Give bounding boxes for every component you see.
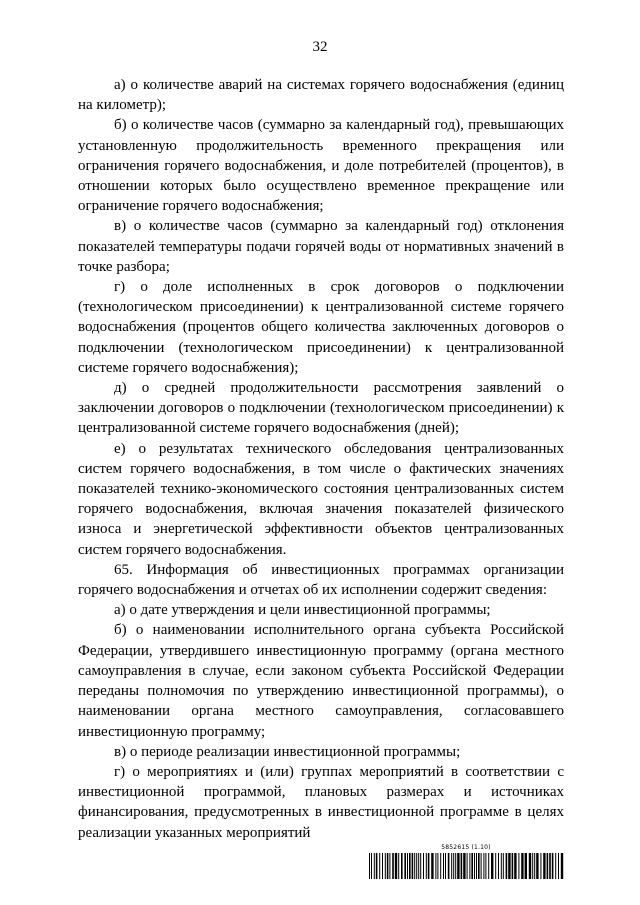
- paragraph-v-temperature-deviation: в) о количестве часов (суммарно за календарный год) отклонения показателей температуры подачи горячей воды от нормативных значений в точке разбора;: [78, 218, 564, 275]
- barcode-bar: [485, 853, 486, 879]
- barcode-bar: [407, 853, 408, 879]
- barcode-bar: [521, 853, 523, 879]
- barcode-bars: [368, 853, 564, 879]
- barcode-bar: [476, 853, 477, 879]
- barcode-bar: [481, 853, 482, 879]
- barcode-bar: [540, 853, 541, 879]
- barcode-bar: [461, 853, 463, 879]
- barcode-bar: [501, 853, 502, 879]
- barcode-bar: [369, 853, 370, 879]
- barcode-bar: [455, 853, 456, 879]
- barcode-bar: [453, 853, 454, 879]
- paragraph-v-implementation-period: в) о периоде реализации инвестиционной программы;: [114, 743, 461, 760]
- barcode-bar: [443, 853, 444, 879]
- barcode-bar: [514, 853, 516, 879]
- barcode-bar: [467, 853, 468, 879]
- barcode-bar: [437, 853, 438, 879]
- barcode-bar: [371, 853, 372, 879]
- barcode-bar: [440, 853, 441, 879]
- barcode-bar: [412, 853, 414, 879]
- barcode-bar: [532, 853, 533, 879]
- paragraph-a-approval-date: а) о дате утверждения и цели инвестиционной программы;: [114, 602, 491, 619]
- barcode-bar: [404, 853, 406, 879]
- barcode-bar: [420, 853, 421, 879]
- barcode-bar: [491, 853, 493, 879]
- barcode-bar: [512, 853, 514, 879]
- barcode-bar: [414, 853, 415, 879]
- barcode-bar: [525, 853, 527, 879]
- barcode-bar: [423, 853, 424, 879]
- barcode-bar: [431, 853, 433, 879]
- barcode-bar: [488, 853, 489, 879]
- section-65-investment-programs: 65. Информация об инвестиционных программах организации горячего водоснабжения и отчетах об их исполнении содержит сведения:: [78, 561, 564, 599]
- paragraph-b-executive-body: б) о наименовании исполнительного органа субъекта Российской Федерации, утвердившего инвестиционную программу (органа местного самоуправления в случае, если законом субъекта Российской Федерации переданы полномочия по утверждению инвестиционной программы), о наименовании органа местного самоуправления, согласовавшего инвестиционную программу;: [78, 622, 564, 740]
- barcode-bar: [426, 853, 427, 879]
- barcode-bar: [498, 853, 499, 879]
- barcode-bar: [555, 853, 556, 879]
- barcode-bar: [552, 853, 554, 879]
- barcode-bar: [561, 853, 563, 879]
- barcode-bar: [534, 853, 535, 879]
- barcode-bar: [418, 853, 419, 879]
- paragraph-a-accidents: а) о количестве аварий на системах горячего водоснабжения (единиц на километр);: [78, 77, 564, 114]
- barcode-bar: [474, 853, 475, 879]
- barcode-bar: [451, 853, 452, 879]
- barcode-bar: [457, 853, 459, 879]
- barcode-bar: [495, 853, 496, 879]
- barcode-bar: [428, 853, 430, 879]
- barcode-bar: [409, 853, 411, 879]
- page-number: 32: [312, 39, 328, 55]
- barcode-bar: [547, 853, 549, 879]
- barcode-bar: [506, 853, 508, 879]
- barcode-bar: [395, 853, 397, 879]
- barcode-bar: [508, 853, 510, 879]
- barcode-bar: [471, 853, 473, 879]
- barcode-bar: [416, 853, 417, 879]
- barcode-bar: [518, 853, 519, 879]
- barcode-bar: [392, 853, 394, 879]
- barcode-bar: [469, 853, 470, 879]
- barcode-bar: [448, 853, 450, 879]
- barcode-bar: [379, 853, 380, 879]
- paragraph-d-application-duration: д) о средней продолжительности рассмотрения заявлений о заключении договоров о подключении (технологическом присоединении) к централизованной системе горячего водоснабжения (дней);: [78, 380, 564, 437]
- barcode-bar: [376, 853, 378, 879]
- barcode-bar: [387, 853, 389, 879]
- barcode-bar: [503, 853, 504, 879]
- barcode-bar: [529, 853, 531, 879]
- paragraph-g-activities: г) о мероприятиях и (или) группах мероприятий в соответствии с инвестиционной программой, плановых размерах и источниках финансирования, предусмотренных в инвестиционной программе в целях реализации указанных мероприятий: [78, 763, 564, 841]
- barcode-caption: 5852615 (1.10): [441, 844, 491, 851]
- barcode-bar: [543, 853, 545, 879]
- barcode-bar: [478, 853, 480, 879]
- barcode-bar: [536, 853, 538, 879]
- document-body: [78, 75, 564, 843]
- barcode-bar: [374, 853, 375, 879]
- barcode-bar: [382, 853, 383, 879]
- barcode-bar: [398, 853, 399, 879]
- barcode-bar: [549, 853, 551, 879]
- barcode-bar: [463, 853, 465, 879]
- paragraph-b-interruption-hours: б) о количестве часов (суммарно за календарный год), превышающих установленную продолжительность временного прекращения или ограничения горячего водоснабжения, и доле потребителей (процентов), в отношении которых было осуществлено временное прекращение или ограничение горячего водоснабжения;: [78, 117, 564, 215]
- paragraph-e-technical-inspection: е) о результатах технического обследования централизованных систем горячего водоснабжения, в том числе о фактических значениях показателей технико-экономического состояния централизованных систем горячего водоснабжения, включая значения показателей физического износа и энергетической эффективности объектов централизованных систем горячего водоснабжения.: [78, 440, 564, 558]
- barcode-bar: [483, 853, 484, 879]
- barcode-bar: [385, 853, 386, 879]
- barcode-bar: [558, 853, 559, 879]
- document-barcode: [368, 844, 564, 884]
- barcode-bar: [389, 853, 390, 879]
- barcode-bar: [445, 853, 446, 879]
- paragraph-g-connection-contracts: г) о доле исполненных в срок договоров о подключении (технологическом присоединении) к централизованной системе горячего водоснабжения (процентов общего количества заключенных договоров о подключении (технологическом присоединении) к централизованной системе горячего водоснабжения);: [78, 279, 564, 376]
- barcode-bar: [401, 853, 403, 879]
- barcode-bar: [435, 853, 436, 879]
